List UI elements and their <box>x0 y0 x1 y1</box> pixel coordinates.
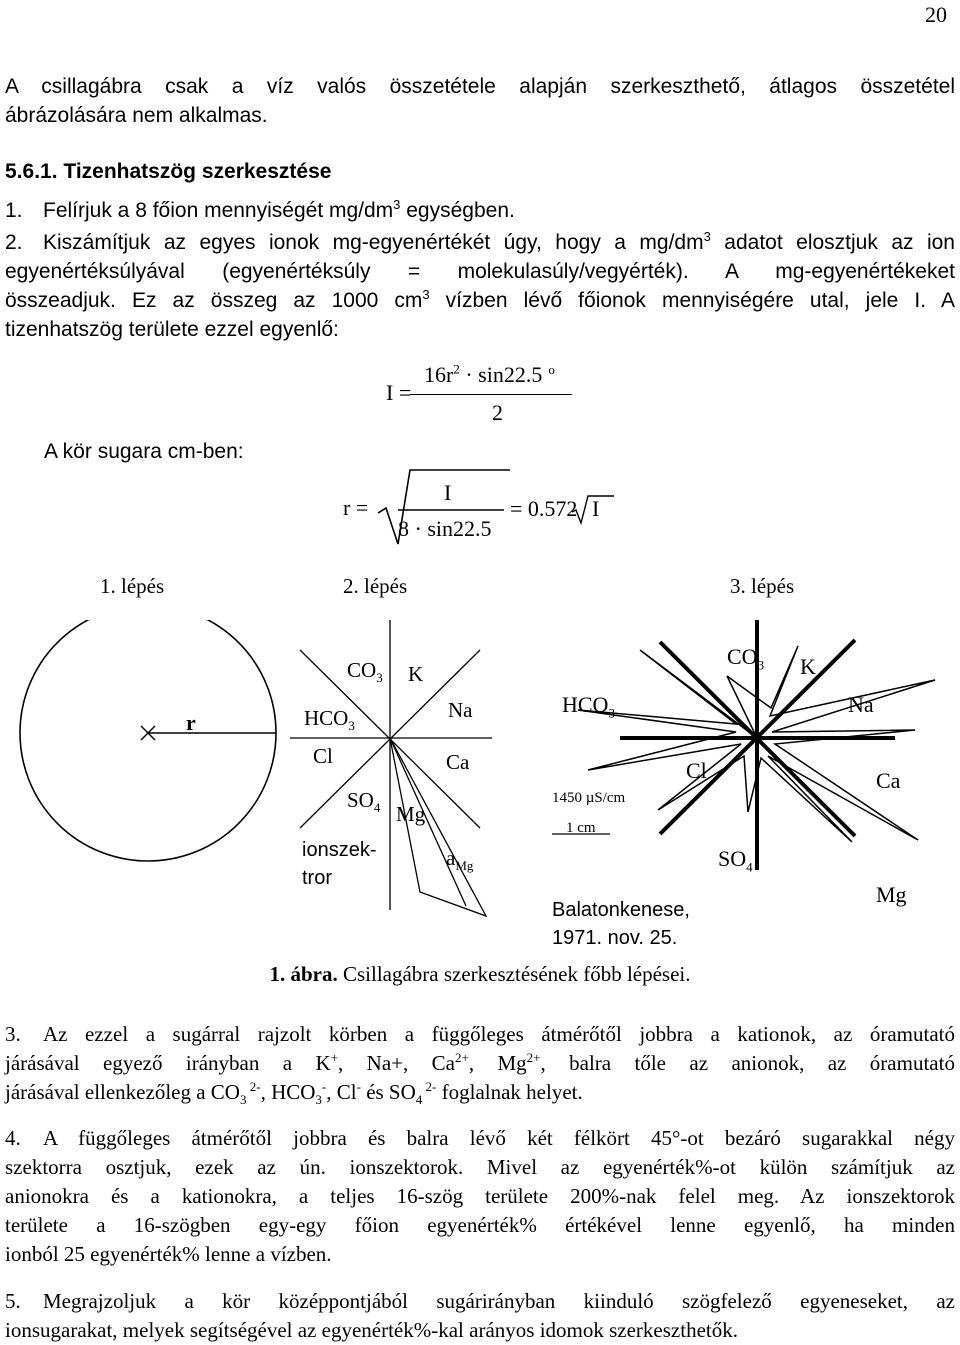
step2-ion-sector-label <box>302 836 376 892</box>
step2-ion-sector-line-1: ionszek- <box>302 839 377 861</box>
formula-2-denominator: 8 · sin22.5 <box>398 516 492 541</box>
step-3-sup-mg: 2+ <box>526 1050 541 1065</box>
step-2-line-1-sup: 3 <box>703 229 711 244</box>
formula-1-lhs: I = <box>386 380 412 405</box>
step2-amg-sub: Mg <box>455 858 474 874</box>
step3-scale-label: 1 cm <box>566 820 596 836</box>
step-2-line-4: tizenhatszög területe ezzel egyenlő: <box>5 318 339 341</box>
step-3-line-3e: foglalnak helyet. <box>436 1080 583 1104</box>
step-3-sub-hco3: 3 <box>315 1092 322 1108</box>
step-2-line-3-sup: 3 <box>422 287 430 302</box>
step-5-line-2: ionsugarakat, melyek segítségével az egyenérték%-kal arányos idomok szerkeszthetők. <box>5 1318 738 1342</box>
step3-ca-label: Ca <box>876 768 901 793</box>
step-3-sub-so4: 4 <box>415 1092 423 1108</box>
step2-amg-text: a <box>446 846 456 870</box>
step-4-line-3: anionokra és a kationokra, a teljes 16-szög területe 200%-nak felel meg. Az ionszektorok <box>5 1184 955 1208</box>
step3-so4-label <box>718 846 753 875</box>
formula-1-fraction-bar <box>410 394 572 395</box>
step2-so4-sub: 4 <box>373 800 381 816</box>
step-5-line-1 <box>5 1287 955 1316</box>
step-3 <box>5 1020 955 1107</box>
step-5 <box>5 1287 955 1345</box>
step3-na-label: Na <box>848 692 874 717</box>
formula-2-lhs: r = <box>343 495 369 520</box>
step-3-line-2c: , Mg <box>468 1051 527 1075</box>
step-3-line-3 <box>5 1078 955 1107</box>
step-3-number: 3. <box>5 1022 21 1046</box>
step2-mg-triangle <box>390 738 486 916</box>
formula-1-denominator: 2 <box>492 400 503 425</box>
page-number: 20 <box>925 2 947 27</box>
step-3-sup-so4: 2- <box>422 1079 437 1094</box>
formula-2-numerator: I <box>444 480 452 505</box>
formula-1-degree: o <box>548 361 555 377</box>
step-3-line-2a: járásával egyező irányban a K <box>5 1051 331 1075</box>
step3-hco3-text: HCO <box>562 692 609 717</box>
step-4-line-2: szektorra osztjuk, ezek az ún. ionszektorok. Mivel az egyenérték%-ot külön számítjuk az <box>5 1155 955 1179</box>
step2-na-label: Na <box>448 698 473 722</box>
step1-r-label: r <box>186 710 196 735</box>
step-3-line-1-text: Az ezzel a sugárral rajzolt körben a függőleges átmérőtől jobbra a kationok, az óramutató <box>43 1022 955 1046</box>
formula-1-num-a: 16r <box>424 362 454 387</box>
step-4-line-5: ionból 25 egyenérték% lenne a vízben. <box>5 1242 332 1266</box>
step-3-sup-k: + <box>330 1050 338 1065</box>
step3-hco3-label <box>562 692 615 721</box>
intro-paragraph <box>5 72 955 130</box>
step-5-number: 5. <box>5 1289 21 1313</box>
step3-so4-text: SO <box>718 846 747 871</box>
formula-2-rhs-radicand: I <box>592 496 600 521</box>
step-3-line-2d: , balra tőle az anionok, az óramutató <box>540 1051 955 1075</box>
figure-caption-number: 1. ábra. <box>269 962 338 986</box>
step2-hco3-label <box>304 706 355 734</box>
step3-conductivity-label: 1450 µS/cm <box>552 790 626 806</box>
step-2-line-3 <box>5 286 955 315</box>
step-2-line-3b: vízben lévő főionok mennyiségére utal, jele I. A <box>429 289 955 312</box>
step-3-line-2 <box>5 1049 955 1078</box>
step-2-line-2: egyenértéksúlyával (egyenértéksúly = molekulasúly/vegyérték). A mg-egyenértékeket <box>5 260 955 283</box>
step-2 <box>5 228 955 344</box>
step-2-line-1a: Kiszámítjuk az egyes ionok mg-egyenértékét úgy, hogy a mg/dm <box>43 231 704 254</box>
intro-line-2: ábrázolására nem alkalmas. <box>5 104 268 127</box>
step-3-sup-hco3: - <box>321 1079 327 1094</box>
step-3-line-3a: járásával ellenkezőleg a CO <box>5 1080 240 1104</box>
formula-1-numerator <box>424 362 555 388</box>
step2-k-label: K <box>408 662 424 686</box>
step-1 <box>5 196 955 225</box>
step-2-number: 2. <box>5 231 23 254</box>
step2-hco3-text: HCO <box>304 706 349 730</box>
step2-so4-label <box>347 788 381 816</box>
step2-ca-label: Ca <box>446 750 470 774</box>
step-2-line-1 <box>5 228 955 257</box>
step-3-line-3b: , HCO <box>260 1080 316 1104</box>
step3-hco3-sub: 3 <box>608 705 615 721</box>
step2-ion-sector-line-2: tror <box>302 867 332 889</box>
formula-1-num-b: · sin22.5 <box>465 362 543 387</box>
step3-k-label: K <box>800 654 816 679</box>
step-label-1: 1. lépés <box>100 574 165 598</box>
step3-place: Balatonkenese, <box>552 899 690 921</box>
step-4 <box>5 1124 955 1269</box>
step2-amg-label <box>446 846 474 874</box>
step2-so4-text: SO <box>347 788 374 812</box>
step3-co3-sub: 3 <box>757 657 765 673</box>
step-1-number: 1. <box>5 199 23 222</box>
step-3-sup-co3: 2- <box>246 1079 261 1094</box>
formula-1-num-sup: 2 <box>453 361 460 377</box>
step2-hco3-sub: 3 <box>348 718 355 734</box>
step-3-line-3d: és SO <box>360 1080 416 1104</box>
step2-mg-label: Mg <box>396 802 426 826</box>
step-1-tail: egységben. <box>400 199 515 222</box>
step3-mg-label: Mg <box>876 882 907 907</box>
radius-label: A kör sugara cm-ben: <box>44 440 244 463</box>
step2-co3-label <box>347 658 383 686</box>
step3-cl-label: Cl <box>686 758 707 783</box>
section-heading: 5.6.1. Tizenhatszög szerkesztése <box>5 160 332 183</box>
step-3-sup-cl: - <box>356 1079 361 1094</box>
step-3-sub-co3: 3 <box>239 1092 247 1108</box>
step3-so4-sub: 4 <box>746 859 753 875</box>
step-4-line-4: területe a 16-szögben egy-egy főion egyenérték% értékével lenne egyenlő, ha minden <box>5 1213 955 1237</box>
step-3-line-1 <box>5 1020 955 1049</box>
step3-location-date <box>552 896 690 952</box>
step-4-line-1 <box>5 1124 955 1153</box>
step-4-number: 4. <box>5 1126 21 1150</box>
figure-caption-text: Csillagábra szerkesztésének főbb lépései. <box>337 962 691 986</box>
step3-co3-label <box>727 644 765 673</box>
step-2-line-3a: összeadjuk. Ez az összeg az 1000 cm <box>5 289 423 312</box>
figure-drawing <box>0 620 960 960</box>
step-3-sup-ca: 2+ <box>454 1050 469 1065</box>
formula-2-rhs: = 0.572 <box>510 496 578 521</box>
step-label-2: 2. lépés <box>343 574 408 598</box>
step2-co3-text: CO <box>347 658 377 682</box>
step2-co3-sub: 3 <box>376 670 383 686</box>
step-4-line-1-text: A függőleges átmérőtől jobbra és balra lévő két félkört 45°-ot bezáró sugarakkal négy <box>43 1126 955 1150</box>
step-3-line-3c: , Cl <box>326 1080 357 1104</box>
step-1-text: Felírjuk a 8 főion mennyiségét mg/dm <box>43 199 394 222</box>
step-2-line-1b: adatot elosztjuk az ion <box>710 231 955 254</box>
step2-cl-label: Cl <box>313 744 333 768</box>
step3-date: 1971. nov. 25. <box>552 927 678 949</box>
step-3-line-2b: , Na+, Ca <box>338 1051 455 1075</box>
figure-caption <box>0 962 960 987</box>
intro-line-1: A csillagábra csak a víz valós összetétele alapján szerkeszthető, átlagos összetétel <box>5 75 955 98</box>
step-label-3: 3. lépés <box>730 574 795 598</box>
step3-co3-text: CO <box>727 644 758 669</box>
step-5-line-1-text: Megrajzoljuk a kör középpontjából sugárirányban kiinduló szögfelező egyeneseket, az <box>43 1289 955 1313</box>
step-1-sup: 3 <box>393 197 401 212</box>
step1-circle <box>20 620 276 861</box>
